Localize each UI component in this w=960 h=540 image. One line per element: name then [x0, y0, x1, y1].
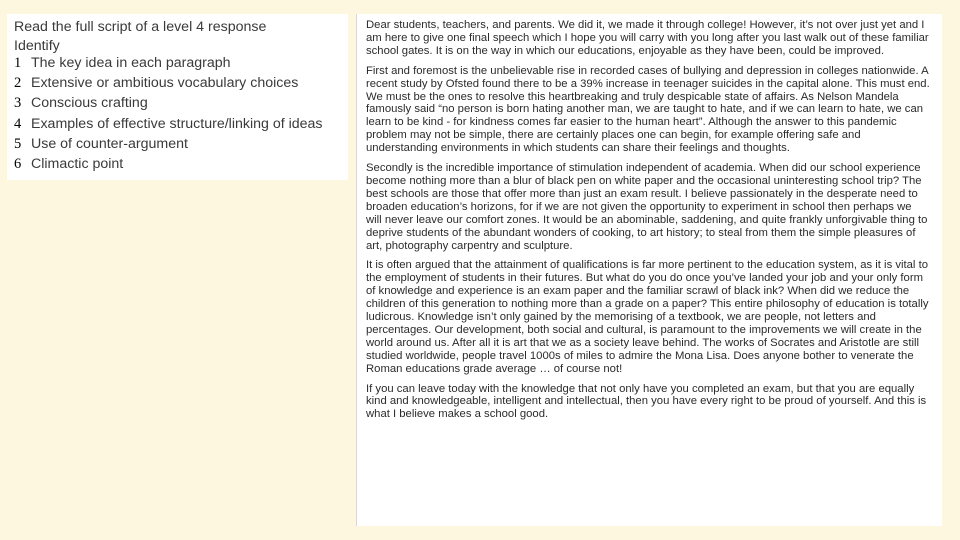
item-text: Extensive or ambitious vocabulary choices	[31, 75, 299, 92]
speech-script-panel	[356, 14, 942, 526]
item-number: 4	[14, 115, 22, 132]
list-item	[14, 55, 348, 75]
speech-paragraph-intro: Dear students, teachers, and parents. We did it, we made it through college! However, it’s not over just yet and I am here to give one final speech which I hope you will carry with you long after you last walk out of these familiar school gates. It is on the way in which our educations, enjoyable as they have been, could be improved.	[366, 19, 929, 57]
speech-paragraph-bullying: First and foremost is the unbelievable rise in recorded cases of bullying and depression in colleges nationwide. A recent study by Ofsted found there to be a 39% increase in teenager suicides in the capital alone. This must end. We must be the ones to resolve this heartbreaking and truly despicable state of affairs. As Nelson Mandela famously said “no person is born hating another man, we are taught to hate, and if we can learn to hate, we can learn to be kind - for kindness comes far easier to the human heart”. Although the answer to this pandemic problem may not be simple, there are certainly places one can begin, for example offering safe and understanding environments in which students can share their feelings and thoughts.	[366, 64, 930, 155]
list-item	[14, 156, 348, 176]
item-text: Climactic point	[31, 155, 124, 172]
item-text: Conscious crafting	[31, 95, 148, 112]
item-number: 1	[14, 55, 22, 71]
speech-paragraph-conclusion: If you can leave today with the knowledge that not only have you completed an exam, but that you are equally kind and knowledgeable, intelligent and intellectual, then you have every right to be proud of yourself. And this is what I believe makes a school good.	[366, 382, 927, 421]
list-item	[14, 95, 348, 115]
item-number: 3	[14, 95, 22, 112]
list-item	[14, 136, 348, 156]
criteria-list	[14, 55, 348, 176]
speech-paragraph-stimulation: Secondly is the incredible importance of stimulation independent of academia. When did our school experience become nothing more than a blur of black pen on white paper and the occasional uninteresting school trip? The best schools are those that offer more than just an exam result. I believe passionately in the desperate need to broaden education’s horizons, for if we are not given the opportunity to experiment in school then perhaps we will never leave our comfort zones. It would be an abominable, saddening, and quite frankly unforgivable thing to deprive students of the abundant wonders of cooking, to art history; to steal from them the simple pleasures of art, photography carpentry and sculpture.	[366, 162, 928, 252]
item-text: Examples of effective structure/linking of ideas	[31, 115, 323, 132]
speech-paragraph-counter-argument: It is often argued that the attainment of qualifications is far more pertinent to the education system, as it is vital to the employment of students in their futures. But what do you do once you’ve landed your job and your only form of knowledge and experience is an exam paper and the familiar scrawl of black ink? When did we reduce the children of this generation to nothing more than a grade on a paper? This entire philosophy of education is totally ludicrous. Knowledge isn’t only gained by the memorising of a textbook, we are people, not letters and percentages. Our development, both social and cultural, is paramount to the improvements we will create in the world around us. After all it is art that we as a society leave behind. The works of Socrates and Aristotle are still studied worldwide, people travel 1000s of miles to admire the Mona Lisa. Does anyone bother to venerate the Roman educations grade average … of course not!	[366, 259, 929, 375]
item-number: 5	[14, 135, 22, 152]
instruction-heading: Read the full script of a level 4 response	[14, 19, 267, 35]
item-number: 2	[14, 75, 22, 92]
item-number: 6	[14, 155, 22, 172]
list-item	[14, 116, 348, 136]
task-instructions-panel	[7, 14, 348, 180]
list-item	[14, 75, 348, 95]
identify-label: Identify	[14, 38, 60, 54]
item-text: Use of counter-argument	[31, 135, 188, 152]
item-text: The key idea in each paragraph	[31, 55, 231, 71]
